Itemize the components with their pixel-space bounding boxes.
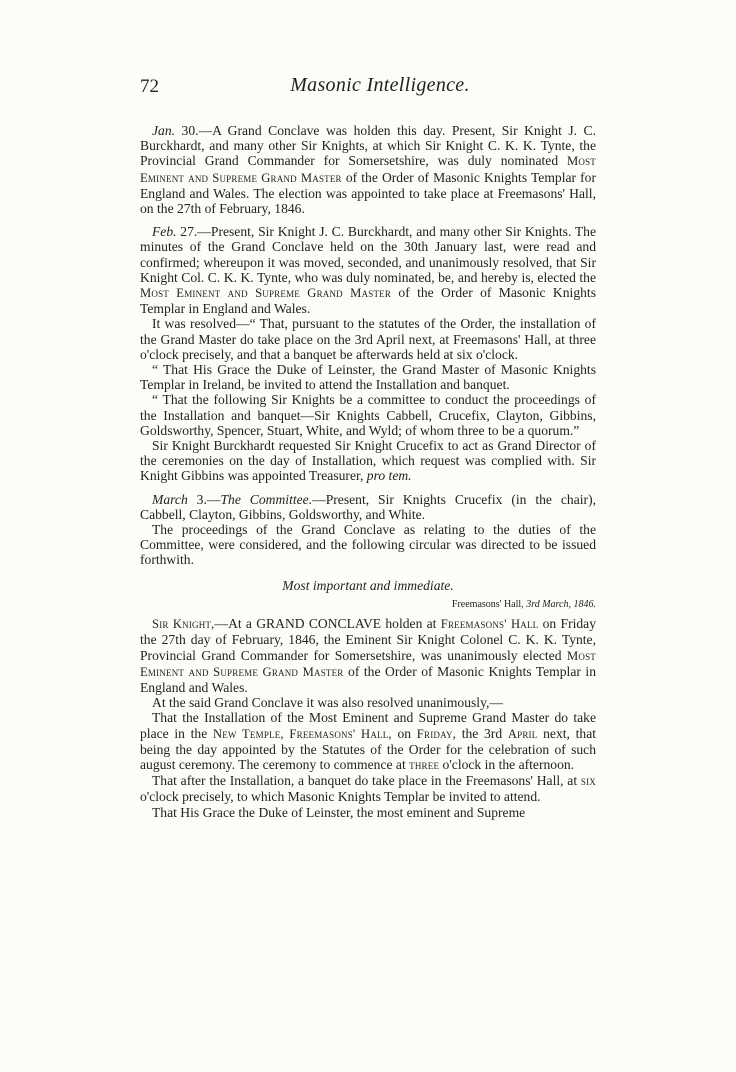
circular-heading: Most important and immediate.: [282, 577, 454, 593]
page-number: 72: [140, 76, 159, 97]
paragraph-march-3: March 3.—The Committee.—Present, Sir Knights Crucefix (in the chair), Cabbell, Clayton, Gibbins, Goldsworthy, and White.: [140, 491, 596, 522]
paragraph-grand-director: Sir Knight Burckhardt requested Sir Knight Crucefix to act as Grand Director of the ceremonies on the day of Installation, which request was complied with. Sir Knight Gibbins was appointed Treasurer, pro tem.: [140, 438, 596, 484]
page-body: [140, 123, 596, 820]
circular-dateline: Freemasons' Hall, 3rd March, 1846.: [451, 598, 596, 610]
paragraph-resolution-leinster: “ That His Grace the Duke of Leinster, the Grand Master of Masonic Knights Templar in Ireland, be invited to attend the Installation and banquet.: [140, 362, 596, 393]
paragraph-resolution-installation: It was resolved—“ That, pursuant to the statutes of the Order, the installation of the Grand Master do take place on the 3rd April next, at Freemasons' Hall, at three o'clock precisely, and that a banquet be afterwards held at six o'clock.: [140, 316, 596, 362]
paragraph-sir-knight: Sir Knight,—At a GRAND CONCLAVE holden at Freemasons' Hall on Friday the 27th day of February, 1846, the Eminent Sir Knight Colonel C. K. K. Tynte, Provincial Grand Commander for Somersetshire, was unanimously elected Most Eminent and Supreme Grand Master of the Order of Masonic Knights Templar in England and Wales.: [140, 616, 596, 695]
running-head: Masonic Intelligence.: [290, 74, 470, 96]
paragraph-installation-date: That the Installation of the Most Eminent and Supreme Grand Master do take place in the New Temple, Freemasons' Hall, on Friday, the 3rd April next, that being the day appointed by the Statutes of the Order for the celebration of such august ceremony. The ceremony to commence at three o'clock in the afternoon.: [140, 710, 597, 772]
page-header: [140, 76, 620, 100]
paragraph-resolution-committee: “ That the following Sir Knights be a committee to conduct the proceedings of the Installation and banquet—Sir Knights Cabbell, Crucefix, Clayton, Gibbins, Goldsworthy, Spencer, Stuart, White, and Wyld; of whom three to be a quorum.”: [140, 392, 596, 438]
paragraph-banquet: That after the Installation, a banquet do take place in the Freemasons' Hall, at six o'clock precisely, to which Masonic Knights Templar be invited to attend.: [140, 773, 596, 805]
paragraph-feb-27: Feb. 27.—Present, Sir Knight J. C. Burckhardt, and many other Sir Knights. The minutes of the Grand Conclave held on the 30th January last, were read and confirmed; whereupon it was moved, seconded, and unanimously resolved, that Sir Knight Col. C. K. K. Tynte, who was duly nominated, be, and hereby is, elected the Most Eminent and Supreme Grand Master of the Order of Masonic Knights Templar in England and Wales.: [140, 224, 596, 317]
paragraph-resolved-unanimously: At the said Grand Conclave it was also resolved unanimously,—: [152, 695, 503, 711]
paragraph-proceedings: The proceedings of the Grand Conclave as relating to the duties of the Committee, were considered, and the following circular was directed to be issued forthwith.: [140, 522, 596, 568]
paragraph-leinster-invite: That His Grace the Duke of Leinster, the most eminent and Supreme: [152, 804, 526, 820]
paragraph-jan-30: Jan. 30.—A Grand Conclave was holden this day. Present, Sir Knight J. C. Burckhardt, and many other Sir Knights, at which Sir Knight C. K. K. Tynte, the Provincial Grand Commander for Somersetshire, was duly nominated Most Eminent and Supreme Grand Master of the Order of Masonic Knights Templar for England and Wales. The election was appointed to take place at Freemasons' Hall, on the 27th of February, 1846.: [140, 123, 596, 217]
